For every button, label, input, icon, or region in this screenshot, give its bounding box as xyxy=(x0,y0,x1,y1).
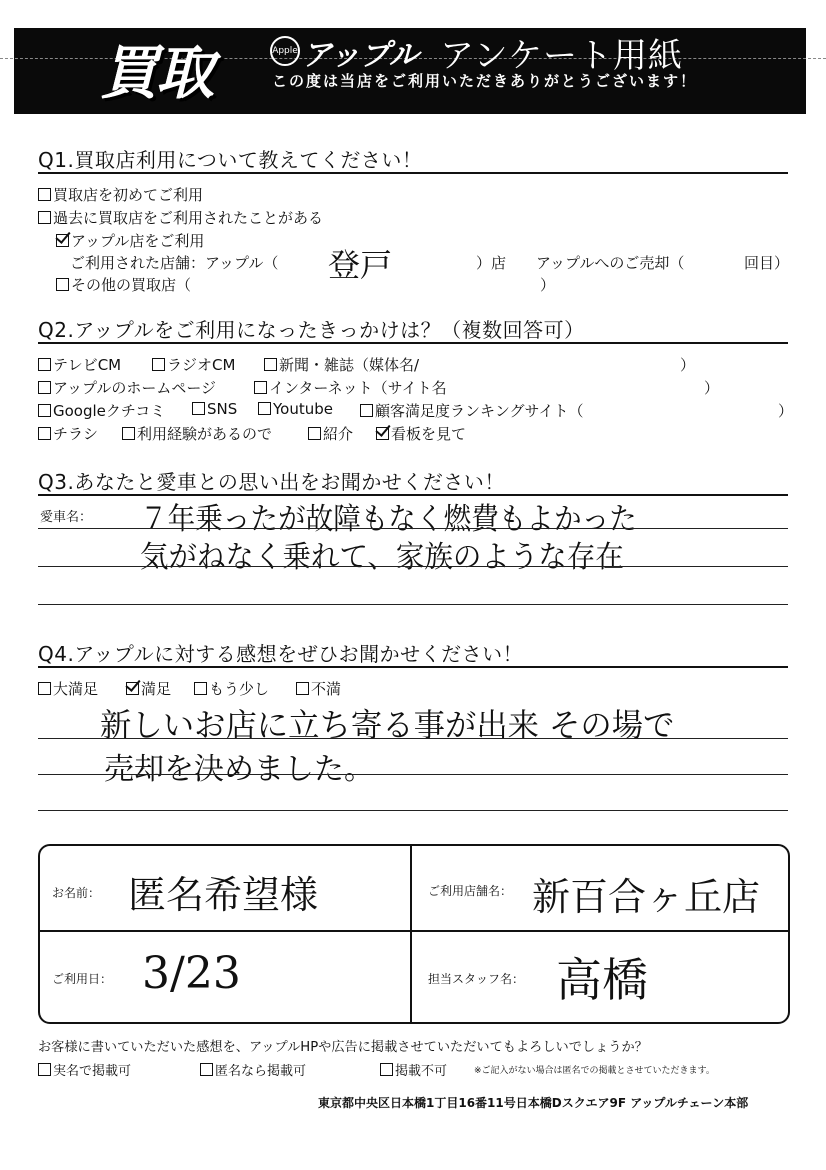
checkbox[interactable] xyxy=(258,402,271,415)
q2-option-experience[interactable] xyxy=(122,423,272,444)
consent-question: お客様に書いていただいた感想を、アップルHPや広告に掲載させていただいてもよろしいでしょうか？ xyxy=(38,1040,648,1055)
checkbox-checked[interactable] xyxy=(126,682,139,695)
option-label: その他の買取店（ xyxy=(71,276,192,294)
option-label: 新聞・雑誌（媒体名/ xyxy=(279,356,420,374)
option-label: 過去に買取店をご利用されたことがある xyxy=(53,209,324,227)
q2-heading: Q2.アップルをご利用になったきっかけは？（複数回答可） xyxy=(38,318,585,342)
q4-option-satisfied[interactable] xyxy=(126,678,171,699)
checkbox[interactable] xyxy=(56,278,69,291)
q4-line-1 xyxy=(38,738,788,739)
checkbox[interactable] xyxy=(192,402,205,415)
option-label: ラジオCM xyxy=(167,356,236,374)
q4-rule xyxy=(38,666,788,668)
q2-option-signboard[interactable] xyxy=(376,423,466,444)
checkbox[interactable] xyxy=(254,381,267,394)
q1-heading: Q1.買取店利用について教えてください！ xyxy=(38,148,423,172)
checkbox-checked[interactable] xyxy=(56,234,69,247)
q3-line-1 xyxy=(38,528,788,529)
q2-row1-close: ） xyxy=(680,356,696,374)
q2-rule xyxy=(38,342,788,344)
option-label: 大満足 xyxy=(53,680,99,698)
option-label: 不満 xyxy=(311,680,342,698)
name-value: 匿名希望様 xyxy=(128,873,319,917)
checkbox[interactable] xyxy=(38,381,51,394)
q1-option-first-time[interactable] xyxy=(38,184,203,205)
option-label: 実名で掲載可 xyxy=(53,1064,132,1079)
option-label: アップル店をご利用 xyxy=(71,232,205,250)
q1-store-label: ご利用された店舗：アップル（ xyxy=(70,254,279,272)
consent-option-anonymous[interactable] xyxy=(200,1060,306,1079)
option-label: 顧客満足度ランキングサイト（ xyxy=(375,402,584,420)
checkbox[interactable] xyxy=(194,682,207,695)
q2-option-tv-cm[interactable] xyxy=(38,354,121,375)
q3-handwritten-line-1: ７年乗ったが故障もなく燃費もよかった xyxy=(140,502,637,537)
checkbox[interactable] xyxy=(360,404,373,417)
store-name-label: ご利用店舗名： xyxy=(428,884,513,898)
q1-rule xyxy=(38,172,788,174)
date-label: ご利用日： xyxy=(52,972,113,986)
staff-name-label: 担当スタッフ名： xyxy=(428,972,525,986)
q1-sales-suffix: 回目） xyxy=(744,254,790,272)
q4-line-2 xyxy=(38,774,788,775)
staff-name-value: 高橋 xyxy=(556,953,648,1007)
q4-option-a-little-more[interactable] xyxy=(194,678,269,699)
q2-option-flyer[interactable] xyxy=(38,423,98,444)
checkbox[interactable] xyxy=(122,427,135,440)
info-panel-divider-horizontal xyxy=(38,930,790,932)
checkbox[interactable] xyxy=(38,358,51,371)
q2-option-referral[interactable] xyxy=(308,423,353,444)
option-label: Youtube xyxy=(273,400,333,418)
q2-option-google[interactable] xyxy=(38,400,165,421)
q2-option-sns[interactable] xyxy=(192,400,237,418)
q2-option-youtube[interactable] xyxy=(258,400,333,418)
q1-other-suffix: ） xyxy=(540,276,556,294)
option-label: 買取店を初めてご利用 xyxy=(53,186,204,204)
q1-sales-label: アップルへのご売却（ xyxy=(536,254,685,272)
option-label: もう少し xyxy=(209,680,270,698)
q4-heading: Q4.アップルに対する感想をぜひお聞かせください！ xyxy=(38,642,524,666)
checkbox[interactable] xyxy=(308,427,321,440)
q4-line-3 xyxy=(38,810,788,811)
q1-option-used-before[interactable] xyxy=(38,207,323,228)
option-label: チラシ xyxy=(53,425,99,443)
option-label: 看板を見て xyxy=(391,425,467,443)
q4-handwritten-line-2: 売却を決めました。 xyxy=(104,752,374,787)
q3-heading: Q3.あなたと愛車との思い出をお聞かせください！ xyxy=(38,470,505,494)
store-name-value: 新百合ヶ丘店 xyxy=(532,875,761,919)
q1-store-suffix: ）店 xyxy=(476,254,507,272)
option-label: 紹介 xyxy=(323,425,354,443)
checkbox[interactable] xyxy=(38,404,51,417)
q3-handwritten-line-2: 気がねなく乗れて、家族のような存在 xyxy=(140,540,624,575)
q3-line-2 xyxy=(38,566,788,567)
option-label: 掲載不可 xyxy=(395,1064,448,1079)
consent-note: ※ご記入がない場合は匿名での掲載とさせていただきます。 xyxy=(474,1066,715,1076)
checkbox[interactable] xyxy=(38,682,51,695)
name-label: お名前： xyxy=(52,886,101,900)
kaitori-title: 買取 xyxy=(100,39,213,107)
header-subtitle: この度は当店をご利用いただきありがとうございます！ xyxy=(272,72,698,90)
checkbox[interactable] xyxy=(264,358,277,371)
q2-option-internet[interactable] xyxy=(254,377,447,398)
option-label: SNS xyxy=(207,400,238,418)
q4-handwritten-line-1: 新しいお店に立ち寄る事が出来 その場で xyxy=(100,706,675,744)
checkbox[interactable] xyxy=(152,358,165,371)
q2-option-ranking[interactable] xyxy=(360,400,584,421)
date-value: 3/23 xyxy=(142,948,241,999)
option-label: 利用経験があるので xyxy=(137,425,273,443)
apple-logo-text: アップル xyxy=(302,38,419,73)
q2-option-radio-cm[interactable] xyxy=(152,354,235,375)
survey-title: アンケート用紙 xyxy=(440,36,683,76)
checkbox[interactable] xyxy=(38,188,51,201)
q4-option-very-satisfied[interactable] xyxy=(38,678,98,699)
checkbox[interactable] xyxy=(380,1063,393,1076)
option-label: テレビCM xyxy=(53,356,122,374)
footer-address: 東京都中央区日本橋1丁目16番11号日本橋Dスクエア9F アップルチェーン本部 xyxy=(318,1096,749,1110)
checkbox[interactable] xyxy=(200,1063,213,1076)
option-label: インターネット（サイト名 xyxy=(269,379,447,397)
q4-option-dissatisfied[interactable] xyxy=(296,678,341,699)
option-label: 匿名なら掲載可 xyxy=(215,1064,307,1079)
checkbox-checked[interactable] xyxy=(376,427,389,440)
consent-option-real-name[interactable] xyxy=(38,1060,131,1079)
checkbox[interactable] xyxy=(38,1063,51,1076)
apple-logo-icon: Apple xyxy=(270,36,300,66)
info-panel-divider-vertical xyxy=(410,844,412,1022)
option-label: Googleクチコミ xyxy=(53,402,166,420)
q1-store-handwritten: 登戸 xyxy=(328,246,393,284)
q2-option-homepage[interactable] xyxy=(38,377,216,398)
car-name-label: 愛車名： xyxy=(40,510,93,525)
checkbox[interactable] xyxy=(38,211,51,224)
q1-option-other-store[interactable] xyxy=(56,274,191,295)
option-label: アップルのホームページ xyxy=(53,379,217,397)
checkbox[interactable] xyxy=(38,427,51,440)
q3-line-3 xyxy=(38,604,788,605)
checkbox[interactable] xyxy=(296,682,309,695)
q2-option-newspaper[interactable] xyxy=(264,354,419,375)
q2-row2-close: ） xyxy=(704,379,720,397)
q1-option-apple-store[interactable] xyxy=(56,230,204,251)
consent-option-no-publish[interactable] xyxy=(380,1060,447,1079)
q2-row3-close: ） xyxy=(778,402,794,420)
option-label: 満足 xyxy=(141,680,172,698)
